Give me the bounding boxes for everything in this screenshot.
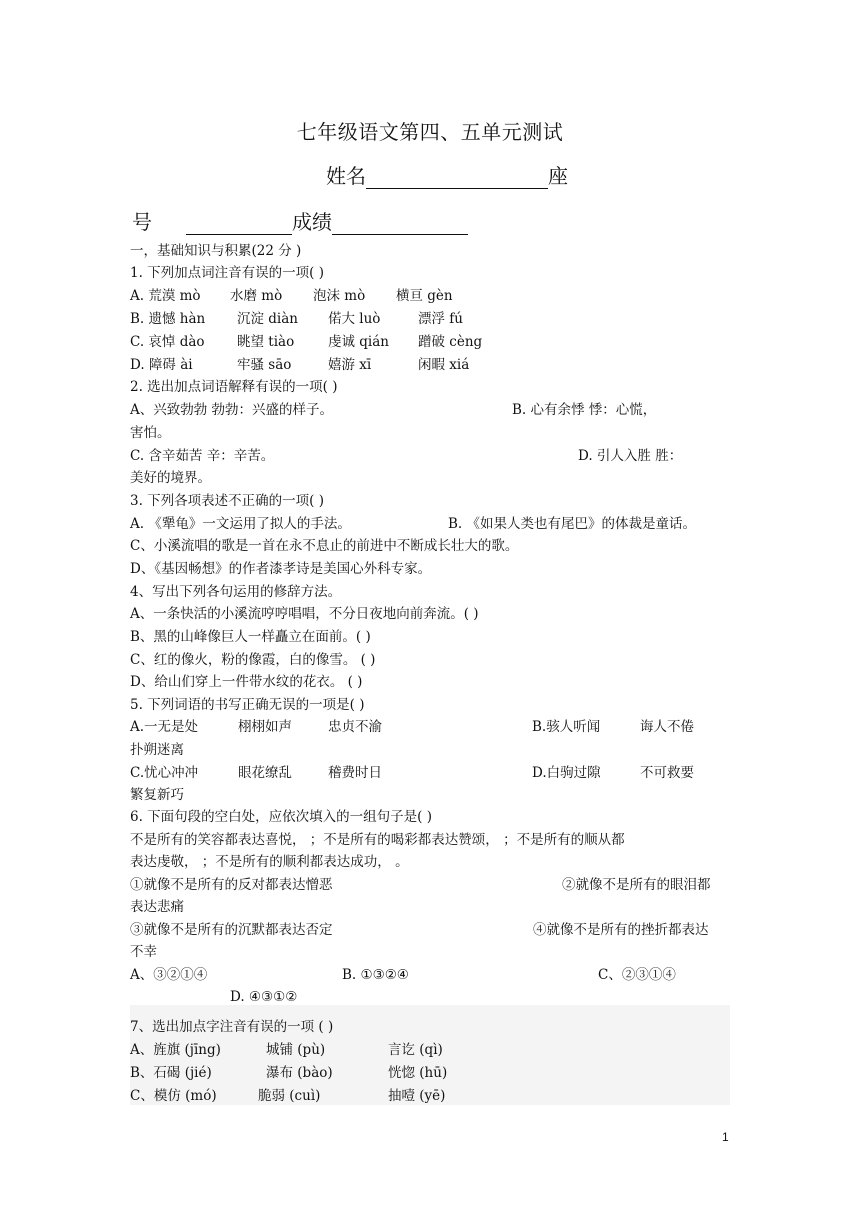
q1-option-d-word: 牢骚 sāo bbox=[237, 357, 292, 373]
number-blank[interactable] bbox=[186, 212, 292, 235]
question-1-stem: 1. 下列加点词注音有误的一项( ) bbox=[130, 265, 324, 281]
q1-option-d-word: 闲暇 xiá bbox=[418, 357, 470, 373]
q4-item-a: A、一条快活的小溪流哼哼唱唱，不分日夜地向前奔流。( ) bbox=[130, 606, 479, 622]
q1-option-a-word: 泡沫 mò bbox=[313, 288, 366, 304]
question-5-stem: 5. 下列词语的书写正确无误的一项是( ) bbox=[130, 697, 365, 713]
q1-option-c-word: 虔诚 qián bbox=[328, 334, 389, 350]
question-3-stem: 3. 下列各项表述不正确的一项( ) bbox=[130, 493, 324, 509]
q7-option-a: A、旌旗 (jīng) bbox=[130, 1042, 221, 1058]
q1-option-d-word: 嬉游 xī bbox=[328, 357, 372, 373]
q5-option-a-word: 忠贞不渝 bbox=[328, 719, 382, 735]
seat-label: 座 bbox=[548, 164, 568, 188]
section-heading: 一，基础知识与积累(22 分 ) bbox=[130, 243, 302, 259]
q6-sentence-4: ④就像不是所有的挫折都表达 bbox=[533, 922, 709, 938]
q4-item-c: C、红的像火，粉的像霞，白的像雪。 ( ) bbox=[130, 652, 376, 668]
q5-option-d-cont: 繁复新巧 bbox=[130, 787, 184, 803]
q1-option-c-word: 蹭破 cèng bbox=[418, 334, 483, 350]
q5-option-a-word: 栩栩如声 bbox=[238, 719, 292, 735]
q1-option-b-word: 沉淀 diàn bbox=[237, 311, 298, 327]
name-label: 姓名 bbox=[326, 164, 366, 188]
question-2-stem: 2. 选出加点词语解释有误的一项( ) bbox=[130, 379, 338, 395]
q6-option-a: A、③②①④ bbox=[130, 967, 208, 983]
q1-option-c: C. 哀悼 dào bbox=[130, 334, 205, 350]
q5-option-c-word: 稽费时日 bbox=[328, 765, 382, 781]
q1-option-d: D. 障碍 ài bbox=[130, 357, 193, 373]
q2-option-b: B. 心有余悸 悸：心慌， bbox=[512, 402, 657, 418]
question-6-stem: 6. 下面句段的空白处，应依次填入的一组句子是( ) bbox=[130, 809, 432, 825]
question-7-stem: 7、选出加点字注音有误的一项 ( ) bbox=[130, 1019, 334, 1035]
q5-option-c-word: 眼花缭乱 bbox=[238, 765, 292, 781]
q6-sentence-4-cont: 不幸 bbox=[130, 944, 157, 960]
q6-sentence-1: ①就像不是所有的反对都表达憎恶 bbox=[130, 877, 333, 893]
q6-sentence-2-cont: 表达悲痛 bbox=[130, 899, 184, 915]
q7-option-b-word: 瀑布 (bào) bbox=[266, 1065, 333, 1081]
q1-option-b-word: 漂浮 fú bbox=[418, 311, 463, 327]
name-blank[interactable] bbox=[366, 166, 548, 189]
q5-option-b: B.骇人听闻 bbox=[532, 719, 601, 735]
q3-option-b: B. 《如果人类也有尾巴》的体裁是童话。 bbox=[448, 516, 697, 532]
q7-option-c: C、模仿 (mó) bbox=[130, 1088, 217, 1104]
q3-option-c: C、小溪流唱的歌是一首在永不息止的前进中不断成长壮大的歌。 bbox=[130, 538, 519, 554]
score-blank[interactable] bbox=[332, 212, 468, 235]
score-label: 成绩 bbox=[292, 210, 332, 234]
q3-option-a: A. 《犟龟》一文运用了拟人的手法。 bbox=[130, 516, 351, 532]
number-label: 号 bbox=[132, 210, 152, 234]
q4-item-b: B、黑的山峰像巨人一样矗立在面前。( ) bbox=[130, 629, 371, 645]
q6-option-d: D. ④③①② bbox=[230, 989, 298, 1005]
q6-option-c: C、②③①④ bbox=[598, 967, 676, 983]
q5-option-a: A.一无是处 bbox=[130, 719, 199, 735]
page-number: 1 bbox=[722, 1130, 729, 1144]
question-4-stem: 4、写出下列各句运用的修辞方法。 bbox=[130, 584, 342, 600]
q6-passage-line-2: 表达虔敬， ；不是所有的顺利都表达成功， 。 bbox=[130, 854, 409, 870]
q5-option-b-cont: 扑朔迷离 bbox=[130, 742, 184, 758]
q2-option-a: A、兴致勃勃 勃勃：兴盛的样子。 bbox=[130, 402, 334, 418]
q1-option-b-word: 偌大 luò bbox=[328, 311, 381, 327]
q2-option-b-cont: 害怕。 bbox=[130, 425, 171, 441]
q5-option-c: C.忧心冲冲 bbox=[130, 765, 199, 781]
q1-option-c-word: 眺望 tiào bbox=[237, 334, 295, 350]
q1-option-b: B. 遗憾 hàn bbox=[130, 311, 206, 327]
q7-option-b-word: 恍惚 (hū) bbox=[388, 1065, 448, 1081]
q5-option-d: D.白驹过隙 bbox=[532, 765, 601, 781]
q7-option-a-word: 城铺 (pù) bbox=[266, 1042, 326, 1058]
q6-sentence-2: ②就像不是所有的眼泪都 bbox=[562, 877, 711, 893]
q2-option-d-cont: 美好的境界。 bbox=[130, 470, 211, 486]
q5-option-d-word: 不可救要 bbox=[640, 765, 694, 781]
q7-option-c-word: 抽噎 (yē) bbox=[388, 1088, 446, 1104]
page-title: 七年级语文第四、五单元测试 bbox=[296, 120, 564, 144]
q4-item-d: D、给山们穿上一件带水纹的花衣。 ( ) bbox=[130, 674, 363, 690]
q5-option-b-word: 诲人不倦 bbox=[640, 719, 694, 735]
name-field-row bbox=[326, 160, 568, 189]
q3-option-d: D、《基因畅想》的作者漆孝诗是美国心外科专家。 bbox=[130, 561, 432, 577]
q7-option-a-word: 言讫 (qì) bbox=[388, 1042, 443, 1058]
q6-option-b: B. ①③②④ bbox=[342, 967, 409, 983]
q2-option-c: C. 含辛茹苦 辛：辛苦。 bbox=[130, 448, 275, 464]
q7-option-c-word: 脆弱 (cuì) bbox=[258, 1088, 321, 1104]
q1-option-a-word: 横亘 gèn bbox=[396, 288, 453, 304]
q6-sentence-3: ③就像不是所有的沉默都表达否定 bbox=[130, 922, 333, 938]
q1-option-a-word: 水磨 mò bbox=[230, 288, 283, 304]
number-score-row bbox=[132, 206, 468, 235]
q2-option-d: D. 引人入胜 胜： bbox=[578, 448, 683, 464]
q7-option-b: B、石碣 (jié) bbox=[130, 1065, 212, 1081]
q6-passage-line-1: 不是所有的笑容都表达喜悦， ；不是所有的喝彩都表达赞颂， ；不是所有的顺从都 bbox=[130, 832, 625, 848]
q1-option-a: A. 荒漠 mò bbox=[130, 288, 201, 304]
